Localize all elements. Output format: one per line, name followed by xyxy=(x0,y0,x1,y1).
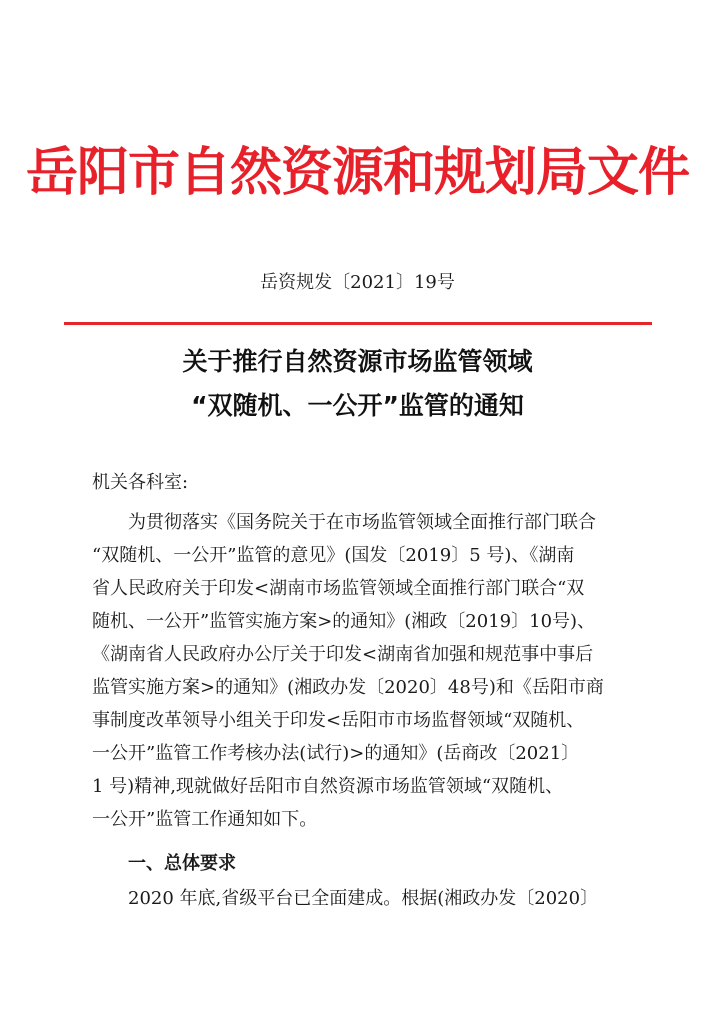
body-line: 2020 年底,省级平台已全面建成。根据(湘政办发〔2020〕 xyxy=(128,888,599,909)
body-line: 省人民政府关于印发<湖南市场监管领域全面推行部门联合“双 xyxy=(92,578,585,599)
body-line: 随机、一公开”监管实施方案>的通知》(湘政〔2019〕10号)、 xyxy=(92,611,596,632)
document-number: 岳资规发〔2021〕19号 xyxy=(260,272,455,293)
body-line: 为贯彻落实《国务院关于在市场监管领域全面推行部门联合 xyxy=(128,512,596,533)
body-line: “双随机、一公开”监管的意见》(国发〔2019〕5 号)、《湖南 xyxy=(92,545,575,566)
red-divider-line xyxy=(64,322,652,325)
document-title-line-2: “双随机、一公开”监管的通知 xyxy=(191,391,524,420)
body-line: 《湖南省人民政府办公厅关于印发<湖南省加强和规范事中事后 xyxy=(92,644,594,665)
body-line: 1 号)精神,现就做好岳阳市自然资源市场监管领域“双随机、 xyxy=(92,776,564,797)
addressee: 机关各科室: xyxy=(92,472,189,493)
masthead-title: 岳阳市自然资源和规划局文件 xyxy=(25,142,689,203)
section-heading: 一、总体要求 xyxy=(128,853,236,874)
document-title xyxy=(0,340,715,428)
body-line: 一公开”监管工作通知如下。 xyxy=(92,809,318,830)
body-line: 一公开”监管工作考核办法(试行)>的通知》(岳商改〔2021〕 xyxy=(92,743,580,764)
document-title-line-1: 关于推行自然资源市场监管领域 xyxy=(182,347,533,376)
body-paragraph xyxy=(92,506,652,836)
body-line: 监管实施方案>的通知》(湘政办发〔2020〕48号)和《岳阳市商 xyxy=(92,677,604,698)
body-line: 事制度改革领导小组关于印发<岳阳市市场监督领域“双随机、 xyxy=(92,710,585,731)
